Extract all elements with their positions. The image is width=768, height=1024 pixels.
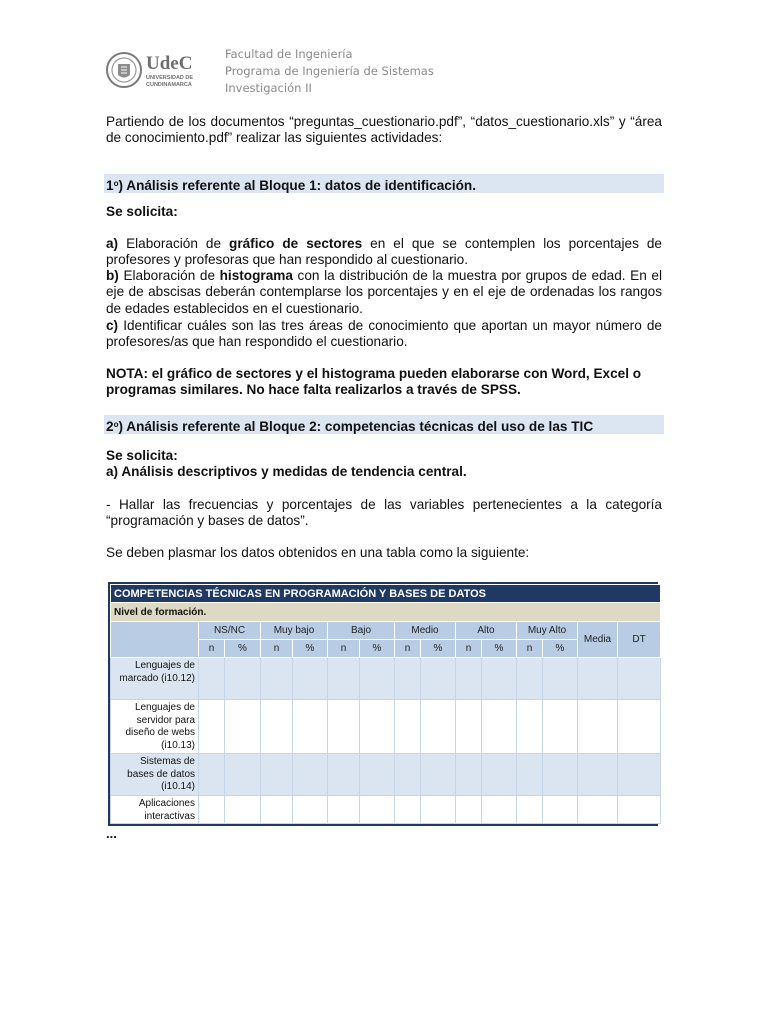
col-n: n: [395, 640, 421, 658]
col-n: n: [517, 640, 543, 658]
table-cell: [421, 796, 456, 824]
col-pct: %: [225, 640, 261, 658]
section1-item-b: [106, 268, 662, 317]
col-n: n: [199, 640, 225, 658]
item-b-text1: Elaboración de: [118, 268, 220, 283]
col-pct: %: [360, 640, 395, 658]
header-empty: [111, 622, 199, 658]
col-pct: %: [421, 640, 456, 658]
table-cell: [517, 700, 543, 754]
item-a-text2: en el que se contemplen los porcentajes de profesores y profesoras que han respondido al cuestionario.: [106, 236, 662, 268]
table-cell: [225, 658, 261, 700]
table-title: COMPETENCIAS TÉCNICAS EN PROGRAMACIÓN Y BASES DE DATOS: [111, 585, 661, 603]
group-medio: Medio: [395, 622, 456, 640]
row-label: Sistemas de bases de datos (i10.14): [111, 754, 199, 796]
table-cell: [456, 700, 482, 754]
course-name: Investigación II: [225, 81, 312, 95]
table-cell: [578, 796, 618, 824]
section2-ordinal: o: [113, 420, 119, 429]
table-cell: [395, 700, 421, 754]
table-cell: [517, 658, 543, 700]
table-row: [111, 700, 661, 754]
competencias-table: [108, 582, 658, 826]
udec-logo: [104, 44, 224, 96]
table-cell: [225, 754, 261, 796]
table-row: [111, 658, 661, 700]
col-n: n: [456, 640, 482, 658]
table-cell: [225, 796, 261, 824]
table-cell: [328, 700, 360, 754]
table-cell: [261, 796, 293, 824]
table-cell: [578, 754, 618, 796]
table-cell: [199, 754, 225, 796]
group-nsnc: NS/NC: [199, 622, 261, 640]
faculty-name: Facultad de Ingeniería: [225, 47, 353, 61]
table-cell: [261, 700, 293, 754]
intro-paragraph: Partiendo de los documentos “preguntas_cuestionario.pdf”, “datos_cuestionario.xls” y “área de conocimiento.pdf” realizar las siguientes actividades:: [106, 114, 662, 146]
table-cell: [482, 658, 517, 700]
table-cell: [543, 700, 578, 754]
table-cell: [578, 658, 618, 700]
group-muy-bajo: Muy bajo: [261, 622, 328, 640]
item-a-text1: Elaboración de: [118, 236, 230, 251]
svg-text:UNIVERSIDAD DE: UNIVERSIDAD DE: [146, 75, 194, 81]
group-alto: Alto: [456, 622, 517, 640]
section1-item-a: [106, 236, 662, 269]
table-cell: [395, 754, 421, 796]
table-cell: [395, 658, 421, 700]
header-text: [225, 46, 434, 97]
col-pct: %: [482, 640, 517, 658]
table-cell: [261, 754, 293, 796]
table-cell: [328, 658, 360, 700]
row-label: Lenguajes de servidor para diseño de webs (i10.13): [111, 700, 199, 754]
table-cell: [517, 796, 543, 824]
table-cell: [225, 700, 261, 754]
table-cell: [482, 700, 517, 754]
table-cell: [456, 658, 482, 700]
document-header: [104, 42, 504, 98]
section1-number: 1: [106, 178, 114, 193]
table-cell: [543, 754, 578, 796]
section1-title: ) Análisis referente al Bloque 1: datos de identificación.: [118, 178, 476, 193]
col-n: n: [328, 640, 360, 658]
table-cell: [618, 658, 661, 700]
col-n: n: [261, 640, 293, 658]
item-a-label: a): [106, 236, 119, 251]
program-name: Programa de Ingeniería de Sistemas: [225, 64, 434, 78]
table-cell: [456, 754, 482, 796]
group-muy-alto: Muy Alto: [517, 622, 578, 640]
section2-title: ) Análisis referente al Bloque 2: competencias técnicas del uso de las TIC: [118, 419, 594, 434]
section1-note: NOTA: el gráfico de sectores y el histograma pueden elaborarse con Word, Excel o programas similares. No hace falta realizarlos a través de SPSS.: [106, 366, 642, 398]
item-b-bold: histograma: [219, 268, 293, 283]
group-bajo: Bajo: [328, 622, 395, 640]
table-cell: [517, 754, 543, 796]
table-cell: [293, 658, 328, 700]
table-cell: [543, 796, 578, 824]
section1-solicita: Se solicita:: [106, 204, 178, 219]
table-subtitle: Nivel de formación.: [111, 603, 661, 622]
table-cell: [543, 658, 578, 700]
continuation-ellipsis: ...: [106, 826, 117, 841]
table-row: [111, 754, 661, 796]
col-pct: %: [543, 640, 578, 658]
row-label: Lenguajes de marcado (i10.12): [111, 658, 199, 700]
table-cell: [395, 796, 421, 824]
item-c-label: c): [106, 318, 119, 333]
row-label: Aplicaciones interactivas: [111, 796, 199, 824]
table-cell: [199, 796, 225, 824]
svg-text:UdeC: UdeC: [146, 53, 193, 74]
item-b-text2: con la distribución de la muestra por grupos de edad. En el eje de abscisas deberán contemplarse los porcentajes y en el eje de ordenadas los rangos de edades establecidos en el cuestionario.: [106, 268, 662, 316]
table-cell: [421, 700, 456, 754]
section2-heading: [104, 415, 664, 434]
table-row: [111, 796, 661, 824]
table-cell: [618, 754, 661, 796]
section2-bullet: - Hallar las frecuencias y porcentajes de las variables pertenecientes a la categoría “programación y bases de datos”.: [106, 497, 662, 529]
table-cell: [199, 700, 225, 754]
item-b-label: b): [106, 268, 119, 283]
section2-item-a-heading: a) Análisis descriptivos y medidas de tendencia central.: [106, 464, 467, 479]
table-cell: [293, 700, 328, 754]
table-intro: Se deben plasmar los datos obtenidos en una tabla como la siguiente:: [106, 545, 530, 560]
header-dt: DT: [618, 622, 661, 658]
table-cell: [261, 658, 293, 700]
table-cell: [421, 754, 456, 796]
table-cell: [328, 796, 360, 824]
section2-solicita: Se solicita:: [106, 448, 178, 463]
table-cell: [578, 700, 618, 754]
table-cell: [199, 658, 225, 700]
table-cell: [360, 796, 395, 824]
table-cell: [360, 658, 395, 700]
table-cell: [618, 700, 661, 754]
table-cell: [360, 754, 395, 796]
table-cell: [293, 796, 328, 824]
table-cell: [482, 796, 517, 824]
svg-text:CUNDINAMARCA: CUNDINAMARCA: [146, 82, 192, 88]
table-cell: [328, 754, 360, 796]
header-media: Media: [578, 622, 618, 658]
table-cell: [618, 796, 661, 824]
table-cell: [482, 754, 517, 796]
table-cell: [360, 700, 395, 754]
item-c-text: Identificar cuáles son las tres áreas de conocimiento que aportan un mayor número de profesores/as que han respondido el cuestionario.: [106, 318, 662, 350]
section2-number: 2: [106, 419, 114, 434]
section1-ordinal: o: [113, 179, 119, 188]
item-a-bold: gráfico de sectores: [229, 236, 363, 251]
section1-item-c: [106, 318, 662, 351]
table-cell: [456, 796, 482, 824]
table-cell: [293, 754, 328, 796]
table-cell: [421, 658, 456, 700]
col-pct: %: [293, 640, 328, 658]
section1-heading: [104, 174, 664, 193]
